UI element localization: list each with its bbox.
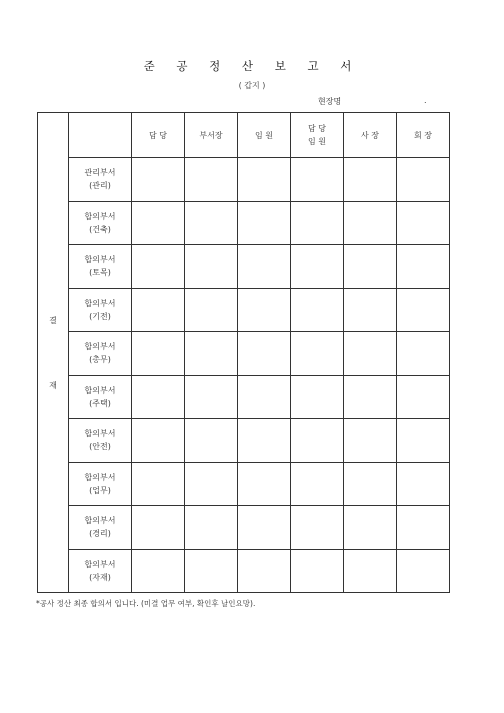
signature-cell[interactable] bbox=[238, 462, 291, 506]
signature-cell[interactable] bbox=[185, 375, 238, 419]
signature-cell[interactable] bbox=[291, 288, 344, 332]
signature-cell[interactable] bbox=[238, 375, 291, 419]
signature-cell[interactable] bbox=[291, 158, 344, 202]
dept-cell bbox=[69, 158, 132, 202]
header-label: 담 당 bbox=[149, 130, 167, 140]
side-label-bottom: 재 bbox=[49, 380, 57, 390]
header-label: 담 당 bbox=[308, 124, 326, 133]
header-label: 부서장 bbox=[199, 130, 223, 140]
dept-sub: (건축) bbox=[89, 224, 111, 234]
footnote: *공사 정산 최종 합의서 입니다. (미결 업무 여부, 확인후 날인요망). bbox=[36, 599, 256, 608]
signature-cell[interactable] bbox=[132, 332, 185, 376]
dept-cell bbox=[69, 462, 132, 506]
header-cell bbox=[238, 113, 291, 158]
signature-cell[interactable] bbox=[344, 332, 397, 376]
dept-cell bbox=[69, 375, 132, 419]
signature-cell[interactable] bbox=[132, 506, 185, 550]
header-row bbox=[38, 113, 450, 158]
signature-cell[interactable] bbox=[185, 419, 238, 463]
dept-sub: (기전) bbox=[89, 311, 111, 321]
header-label: 임 원 bbox=[255, 130, 273, 140]
header-cell bbox=[344, 113, 397, 158]
document-title: 준 공 정 산 보 고 서 bbox=[143, 59, 361, 73]
side-label-top: 결 bbox=[49, 315, 57, 325]
dept-name: 합의부서 bbox=[84, 559, 116, 569]
signature-cell[interactable] bbox=[132, 549, 185, 593]
signature-cell[interactable] bbox=[344, 288, 397, 332]
header-cell bbox=[132, 113, 185, 158]
signature-cell[interactable] bbox=[132, 288, 185, 332]
signature-cell[interactable] bbox=[291, 549, 344, 593]
approval-side-label bbox=[38, 113, 69, 593]
dept-name: 합의부서 bbox=[84, 255, 116, 265]
signature-cell[interactable] bbox=[238, 332, 291, 376]
signature-cell[interactable] bbox=[132, 375, 185, 419]
table-row bbox=[38, 288, 450, 332]
table-row bbox=[38, 419, 450, 463]
header-label-line2: 임 원 bbox=[308, 137, 326, 146]
signature-cell[interactable] bbox=[397, 462, 450, 506]
signature-cell[interactable] bbox=[238, 419, 291, 463]
table-row bbox=[38, 549, 450, 593]
site-name-row bbox=[318, 96, 438, 107]
dept-name: 합의부서 bbox=[84, 298, 116, 308]
table-row bbox=[38, 158, 450, 202]
signature-cell[interactable] bbox=[344, 158, 397, 202]
signature-cell[interactable] bbox=[397, 201, 450, 245]
dept-cell bbox=[69, 201, 132, 245]
header-label: 사 장 bbox=[361, 130, 379, 140]
header-cell bbox=[397, 113, 450, 158]
table-row bbox=[38, 245, 450, 289]
site-name-dot: . bbox=[424, 96, 427, 105]
signature-cell[interactable] bbox=[132, 158, 185, 202]
dept-cell bbox=[69, 419, 132, 463]
dept-sub: (주택) bbox=[89, 398, 111, 408]
signature-cell[interactable] bbox=[397, 245, 450, 289]
dept-sub: (자재) bbox=[89, 572, 111, 582]
signature-cell[interactable] bbox=[132, 201, 185, 245]
signature-cell[interactable] bbox=[291, 462, 344, 506]
table-row bbox=[38, 201, 450, 245]
signature-cell[interactable] bbox=[132, 245, 185, 289]
signature-cell[interactable] bbox=[291, 332, 344, 376]
dept-name: 합의부서 bbox=[84, 385, 116, 395]
signature-cell[interactable] bbox=[397, 506, 450, 550]
table-row bbox=[38, 506, 450, 550]
header-cell bbox=[291, 113, 344, 158]
dept-sub: (업무) bbox=[89, 485, 111, 495]
dept-cell bbox=[69, 288, 132, 332]
signature-cell[interactable] bbox=[397, 158, 450, 202]
signature-cell[interactable] bbox=[185, 288, 238, 332]
header-cell bbox=[185, 113, 238, 158]
signature-cell[interactable] bbox=[291, 375, 344, 419]
dept-name: 합의부서 bbox=[84, 211, 116, 221]
signature-cell[interactable] bbox=[344, 201, 397, 245]
signature-cell[interactable] bbox=[238, 288, 291, 332]
signature-cell[interactable] bbox=[397, 332, 450, 376]
signature-cell[interactable] bbox=[344, 419, 397, 463]
table-row bbox=[38, 462, 450, 506]
signature-cell[interactable] bbox=[185, 158, 238, 202]
approval-table bbox=[37, 112, 450, 593]
signature-cell[interactable] bbox=[238, 506, 291, 550]
header-corner-cell bbox=[69, 113, 132, 158]
signature-cell[interactable] bbox=[185, 506, 238, 550]
signature-cell[interactable] bbox=[291, 506, 344, 550]
signature-cell[interactable] bbox=[185, 549, 238, 593]
dept-name: 합의부서 bbox=[84, 516, 116, 526]
signature-cell[interactable] bbox=[185, 201, 238, 245]
dept-cell bbox=[69, 245, 132, 289]
dept-sub: (총무) bbox=[89, 355, 111, 365]
dept-sub: (안전) bbox=[89, 442, 111, 452]
signature-cell[interactable] bbox=[291, 245, 344, 289]
document-subtitle: ( 갑지 ) bbox=[238, 81, 266, 90]
signature-cell[interactable] bbox=[185, 332, 238, 376]
signature-cell[interactable] bbox=[291, 201, 344, 245]
dept-name: 합의부서 bbox=[84, 472, 116, 482]
signature-cell[interactable] bbox=[185, 245, 238, 289]
signature-cell[interactable] bbox=[397, 288, 450, 332]
dept-cell bbox=[69, 506, 132, 550]
signature-cell[interactable] bbox=[238, 158, 291, 202]
signature-cell[interactable] bbox=[344, 375, 397, 419]
signature-cell[interactable] bbox=[397, 419, 450, 463]
dept-cell bbox=[69, 549, 132, 593]
signature-cell[interactable] bbox=[344, 549, 397, 593]
signature-cell[interactable] bbox=[238, 549, 291, 593]
signature-cell[interactable] bbox=[397, 549, 450, 593]
dept-name: 관리부서 bbox=[84, 168, 116, 178]
signature-cell[interactable] bbox=[344, 462, 397, 506]
signature-cell[interactable] bbox=[132, 419, 185, 463]
signature-cell[interactable] bbox=[344, 245, 397, 289]
dept-sub: (경리) bbox=[89, 529, 111, 539]
dept-sub: (토목) bbox=[89, 268, 111, 278]
signature-cell[interactable] bbox=[291, 419, 344, 463]
signature-cell[interactable] bbox=[397, 375, 450, 419]
signature-cell[interactable] bbox=[344, 506, 397, 550]
table-row bbox=[38, 375, 450, 419]
signature-cell[interactable] bbox=[238, 201, 291, 245]
signature-cell[interactable] bbox=[185, 462, 238, 506]
dept-name: 합의부서 bbox=[84, 429, 116, 439]
site-name-label: 현장명 bbox=[318, 97, 342, 106]
dept-cell bbox=[69, 332, 132, 376]
dept-name: 합의부서 bbox=[84, 342, 116, 352]
header-label: 회 장 bbox=[414, 130, 432, 140]
dept-sub: (관리) bbox=[89, 181, 111, 191]
signature-cell[interactable] bbox=[238, 245, 291, 289]
signature-cell[interactable] bbox=[132, 462, 185, 506]
table-row bbox=[38, 332, 450, 376]
